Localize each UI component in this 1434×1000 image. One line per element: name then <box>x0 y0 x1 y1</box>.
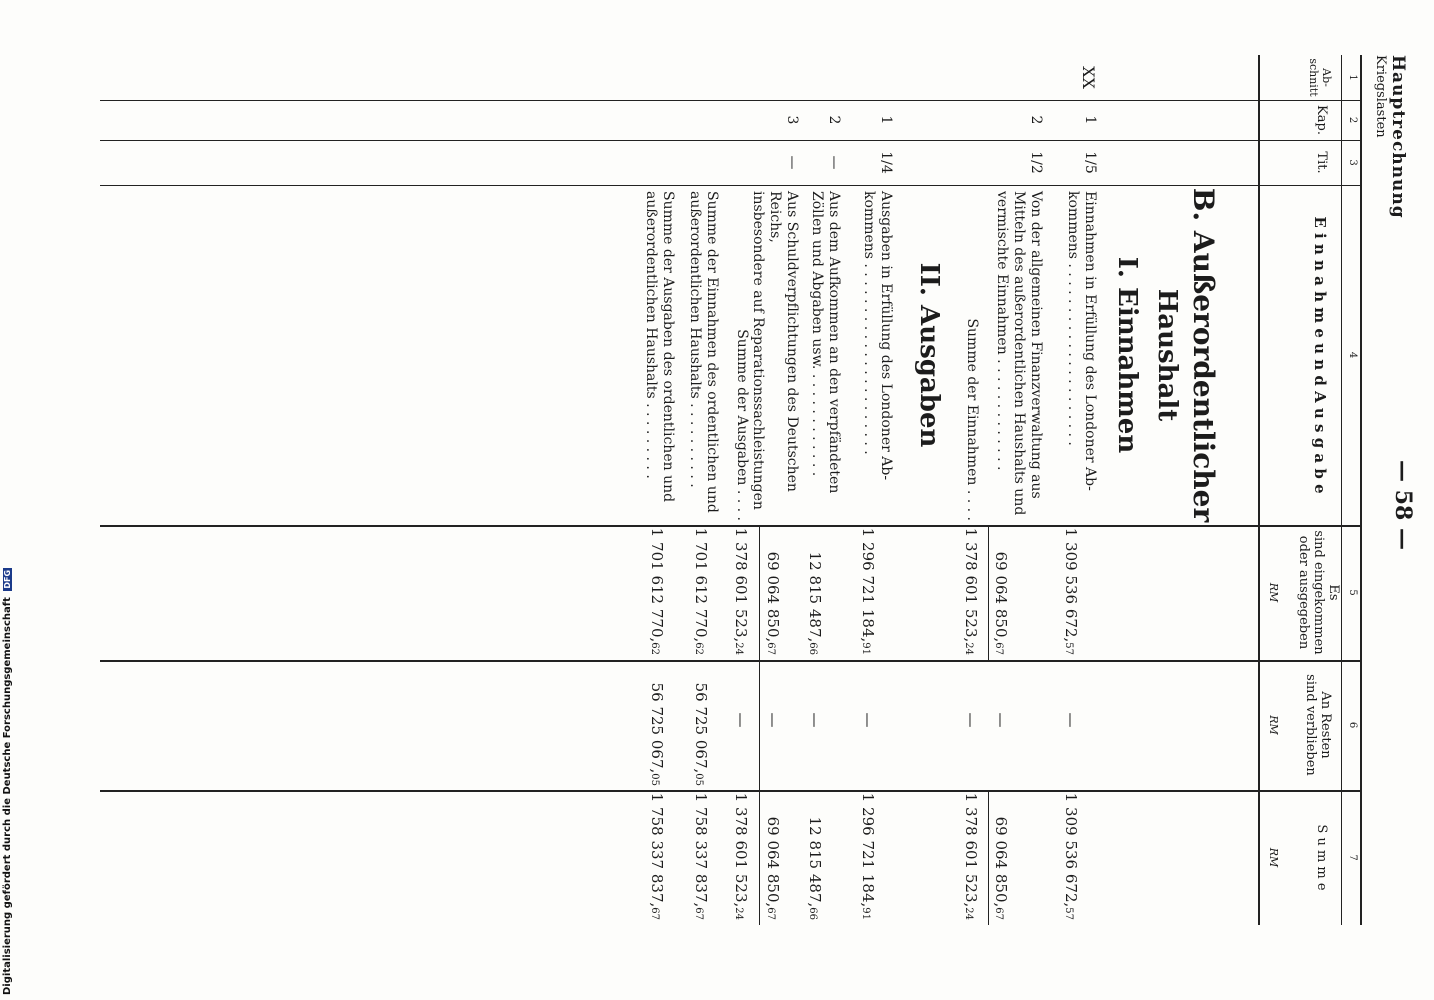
row-text: Ausgaben in Erfüllung des Londoner Ab- kommens . . . . . . . . . . . . . . . . . . . . . . <box>861 191 894 481</box>
row-eingekommen: 1 378 601 523,24 <box>962 527 980 655</box>
col-number-7: 7 <box>1347 854 1358 861</box>
row-reste: 56 725 067,05 <box>692 682 710 786</box>
row-eingekommen: 69 064 850,67 <box>764 551 782 655</box>
row-kap: 2 <box>826 115 842 125</box>
col-number-5: 5 <box>1347 589 1358 596</box>
col-rule-2 <box>100 140 1362 141</box>
page-number: — 58 — <box>1390 460 1416 550</box>
row-sum-text: Summe der Einnahmen des ordentlichen und außerordentlichen Haushalts . . . . . . . . . . <box>687 191 720 513</box>
row-summe: 69 064 850,67 <box>992 816 1010 920</box>
digitization-note-text: Digitalisierung gefördert durch die Deutsche Forschungsgemeinschaft <box>2 597 13 995</box>
col-number-4: 4 <box>1347 351 1358 359</box>
row-kap: 2 <box>1028 115 1044 125</box>
row-tit: — <box>784 155 800 170</box>
section-title: B. Außerordentlicher <box>1187 187 1220 523</box>
col-head-einnahme-ausgabe: E i n n a h m e u n d A u s g a b e <box>1311 216 1329 494</box>
unit-label-col7: RM <box>1267 847 1280 868</box>
row-sum-text: Summe der Ausgaben . . . . <box>734 329 750 521</box>
col-number-6: 6 <box>1347 721 1358 729</box>
row-summe: 12 815 487,66 <box>806 816 824 920</box>
section-subtitle: Haushalt <box>1152 288 1182 422</box>
expense-heading: II. Ausgaben <box>914 262 944 448</box>
col-head-kap: Kap. <box>1314 105 1329 135</box>
row-eingekommen: 1 378 601 523,24 <box>732 527 750 655</box>
col-rule-1 <box>100 100 1362 101</box>
col-rule-4 <box>100 525 1362 527</box>
row-kap: 1 <box>878 115 894 125</box>
row-tit: 1/2 <box>1028 151 1044 174</box>
document-page <box>80 55 1416 925</box>
col-rule-5 <box>100 660 1362 662</box>
unit-label-col5: RM <box>1267 582 1280 603</box>
row-reste: — <box>962 712 980 728</box>
subtotal-rule <box>759 662 760 790</box>
row-reste: 56 725 067,05 <box>648 682 666 786</box>
subtotal-rule <box>759 792 760 925</box>
row-reste: — <box>806 712 824 728</box>
report-title: Hauptrechnung <box>1388 55 1408 219</box>
subtotal-rule <box>988 527 989 660</box>
row-sum-text: Summe der Ausgaben des ordentlichen und außerordentlichen Haushalts . . . . . . . . . <box>643 191 676 503</box>
subtotal-rule <box>759 527 760 660</box>
col-number-1: 1 <box>1347 74 1358 81</box>
row-summe: 1 758 337 837,67 <box>648 792 666 920</box>
row-reste: — <box>1062 712 1080 728</box>
row-text: Von der allgemeinen Finanzverwaltung aus Mitteln des außerordentlichen Haushalts und vermischte Einnahmen . . . . . . . . . . . . . <box>994 191 1044 516</box>
row-text: Aus Schuldverpflichtungen des Deutschen Reichs, insbesondere auf Reparationssachleistungen <box>750 191 800 510</box>
row-reste: — <box>992 712 1010 728</box>
row-tit: 1/4 <box>878 151 894 174</box>
row-summe: 1 309 536 672,57 <box>1062 792 1080 920</box>
report-subtitle: Kriegslasten <box>1373 55 1388 138</box>
row-reste: — <box>764 712 782 728</box>
col-rule-6 <box>100 790 1362 792</box>
subtotal-rule <box>988 792 989 925</box>
row-tit: — <box>826 155 842 170</box>
row-tit: 1/5 <box>1082 151 1098 174</box>
row-text: Aus dem Aufkommen an den verpfändeten Zöllen und Abgaben usw. . . . . . . . . . . . . <box>809 191 842 494</box>
col-head-reste: An Resten sind verblieben <box>1303 674 1333 776</box>
col-head-tit: Tit. <box>1314 151 1329 174</box>
digitization-note <box>2 568 13 995</box>
row-eingekommen: 12 815 487,66 <box>806 551 824 655</box>
row-summe: 1 758 337 837,67 <box>692 792 710 920</box>
row-reste: — <box>732 712 750 728</box>
row-summe: 1 296 721 184,91 <box>859 792 877 920</box>
col-head-abschnitt: Ab- schnitt <box>1307 58 1333 97</box>
row-summe: 1 378 601 523,24 <box>962 792 980 920</box>
col-head-eingekommen: Es sind eingekommen oder ausgegeben <box>1296 530 1341 655</box>
row-eingekommen: 1 701 612 770,62 <box>648 527 666 655</box>
unit-label-col6: RM <box>1267 715 1280 735</box>
abschnitt-xx: XX <box>1079 66 1098 89</box>
row-eingekommen: 1 701 612 770,62 <box>692 527 710 655</box>
row-reste: — <box>859 712 877 728</box>
col-number-2: 2 <box>1347 116 1358 124</box>
row-eingekommen: 1 296 721 184,91 <box>859 527 877 655</box>
row-text: Einnahmen in Erfüllung des Londoner Ab- kommens . . . . . . . . . . . . . . . . . . . . . <box>1065 191 1098 491</box>
row-kap: 3 <box>784 115 800 125</box>
row-summe: 69 064 850,67 <box>764 816 782 920</box>
dfg-logo: DFG <box>3 569 12 589</box>
row-eingekommen: 1 309 536 672,57 <box>1062 527 1080 655</box>
col-head-summe: S u m m e <box>1314 824 1329 891</box>
row-eingekommen: 69 064 850,67 <box>992 551 1010 655</box>
row-summe: 1 378 601 523,24 <box>732 792 750 920</box>
col-number-3: 3 <box>1347 159 1358 166</box>
row-kap: 1 <box>1082 115 1098 125</box>
income-heading: I. Einnahmen <box>1112 256 1142 454</box>
row-sum-text: Summe der Einnahmen . . . . <box>964 318 980 521</box>
